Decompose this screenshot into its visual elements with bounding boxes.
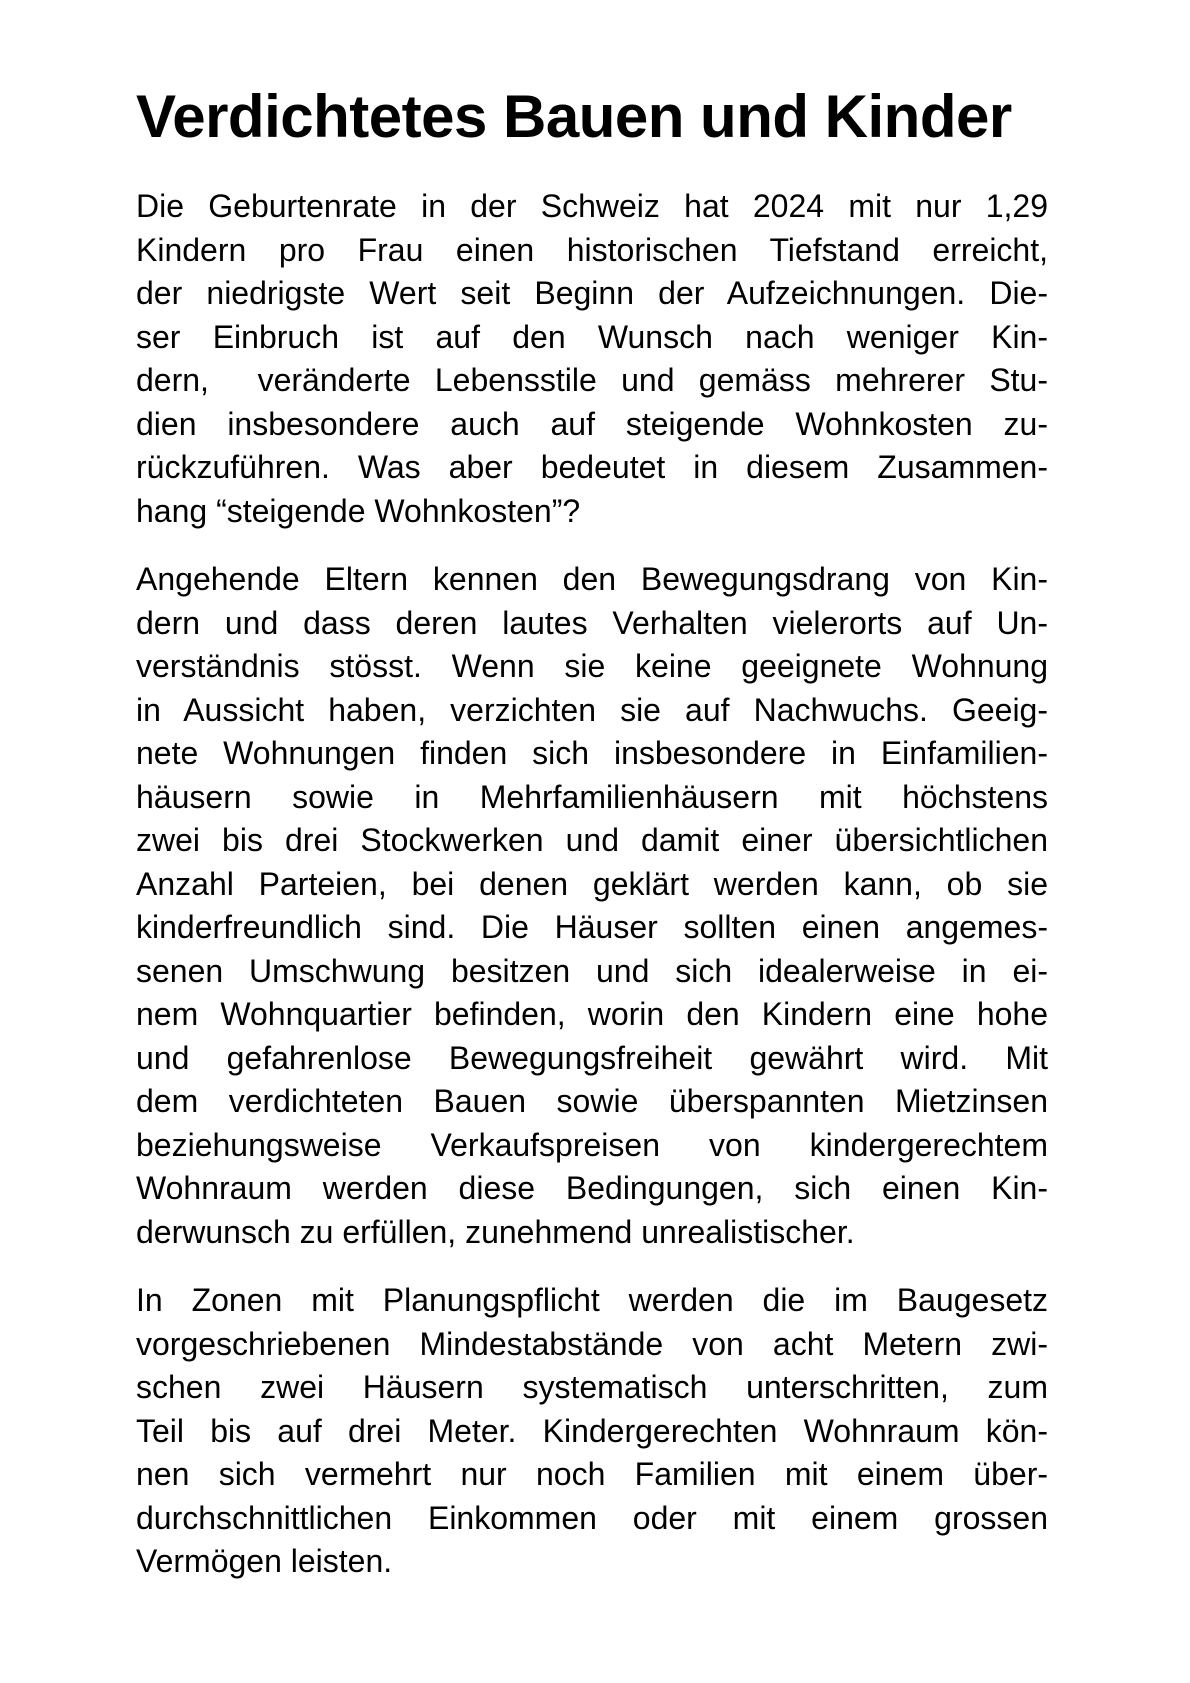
text-line: vorgeschriebenen Mindestabstände von acht Metern zwi- [136,1325,1048,1362]
paragraph-2 [136,558,1048,1254]
paragraph-1 [136,185,1048,533]
text-line: Anzahl Parteien, bei denen geklärt werden kann, ob sie [136,865,1048,902]
text-line: und gefahrenlose Bewegungsfreiheit gewährt wird. Mit [136,1039,1048,1076]
page-title: Verdichtetes Bauen und Kinder [136,83,1012,150]
text-line: kinderfreundlich sind. Die Häuser sollten einen angemes- [136,909,1048,945]
text-line: durchschnittlichen Einkommen oder mit einem grossen [136,1499,1048,1536]
text-line: hang “steigende Wohnkosten”? [136,492,581,529]
text-line: in Aussicht haben, verzichten sie auf Nachwuchs. Geeig- [136,691,1048,728]
text-line: dern und dass deren lautes Verhalten vielerorts auf Un- [136,604,1048,641]
text-line: nete Wohnungen finden sich insbesondere in Einfamilien- [136,735,1048,771]
text-line: verständnis stösst. Wenn sie keine geeignete Wohnung [136,648,1048,684]
text-line: rückzuführen. Was aber bedeutet in diesem Zusammen- [136,449,1048,485]
text-line: dien insbesondere auch auf steigende Wohnkosten zu- [136,405,1048,442]
text-line: Die Geburtenrate in der Schweiz hat 2024 mit nur 1,29 [136,188,1048,224]
text-line: nen sich vermehrt nur noch Familien mit einem über- [136,1456,1048,1492]
text-line: Vermögen leisten. [136,1543,393,1579]
text-line: senen Umschwung besitzen und sich idealerweise in ei- [136,952,1048,989]
text-line: ser Einbruch ist auf den Wunsch nach weniger Kin- [136,318,1048,355]
text-line: schen zwei Häusern systematisch unterschritten, zum [136,1369,1048,1405]
body-text [136,185,1048,1584]
text-line: Wohnraum werden diese Bedingungen, sich einen Kin- [136,1170,1048,1206]
text-line: Teil bis auf drei Meter. Kindergerechten Wohnraum kön- [136,1412,1048,1449]
text-line: dern, veränderte Lebensstile und gemäss mehrerer Stu- [136,362,1048,398]
text-line: nem Wohnquartier befinden, worin den Kindern eine hohe [136,996,1048,1032]
text-line: Angehende Eltern kennen den Bewegungsdrang von Kin- [136,561,1048,597]
paragraph-3 [136,1279,1048,1584]
content-area [136,0,1048,1584]
text-line: Kindern pro Frau einen historischen Tiefstand erreicht, [136,231,1048,268]
text-line: beziehungsweise Verkaufspreisen von kindergerechtem [136,1126,1048,1163]
text-line: häusern sowie in Mehrfamilienhäusern mit höchstens [136,778,1048,815]
text-line: der niedrigste Wert seit Beginn der Aufzeichnungen. Die- [136,275,1048,311]
text-line: zwei bis drei Stockwerken und damit einer übersichtlichen [136,822,1048,858]
text-line: derwunsch zu erfüllen, zunehmend unrealistischer. [136,1213,855,1250]
text-line: dem verdichteten Bauen sowie überspannten Mietzinsen [136,1083,1048,1119]
text-line: In Zonen mit Planungspflicht werden die im Baugesetz [136,1282,1048,1318]
